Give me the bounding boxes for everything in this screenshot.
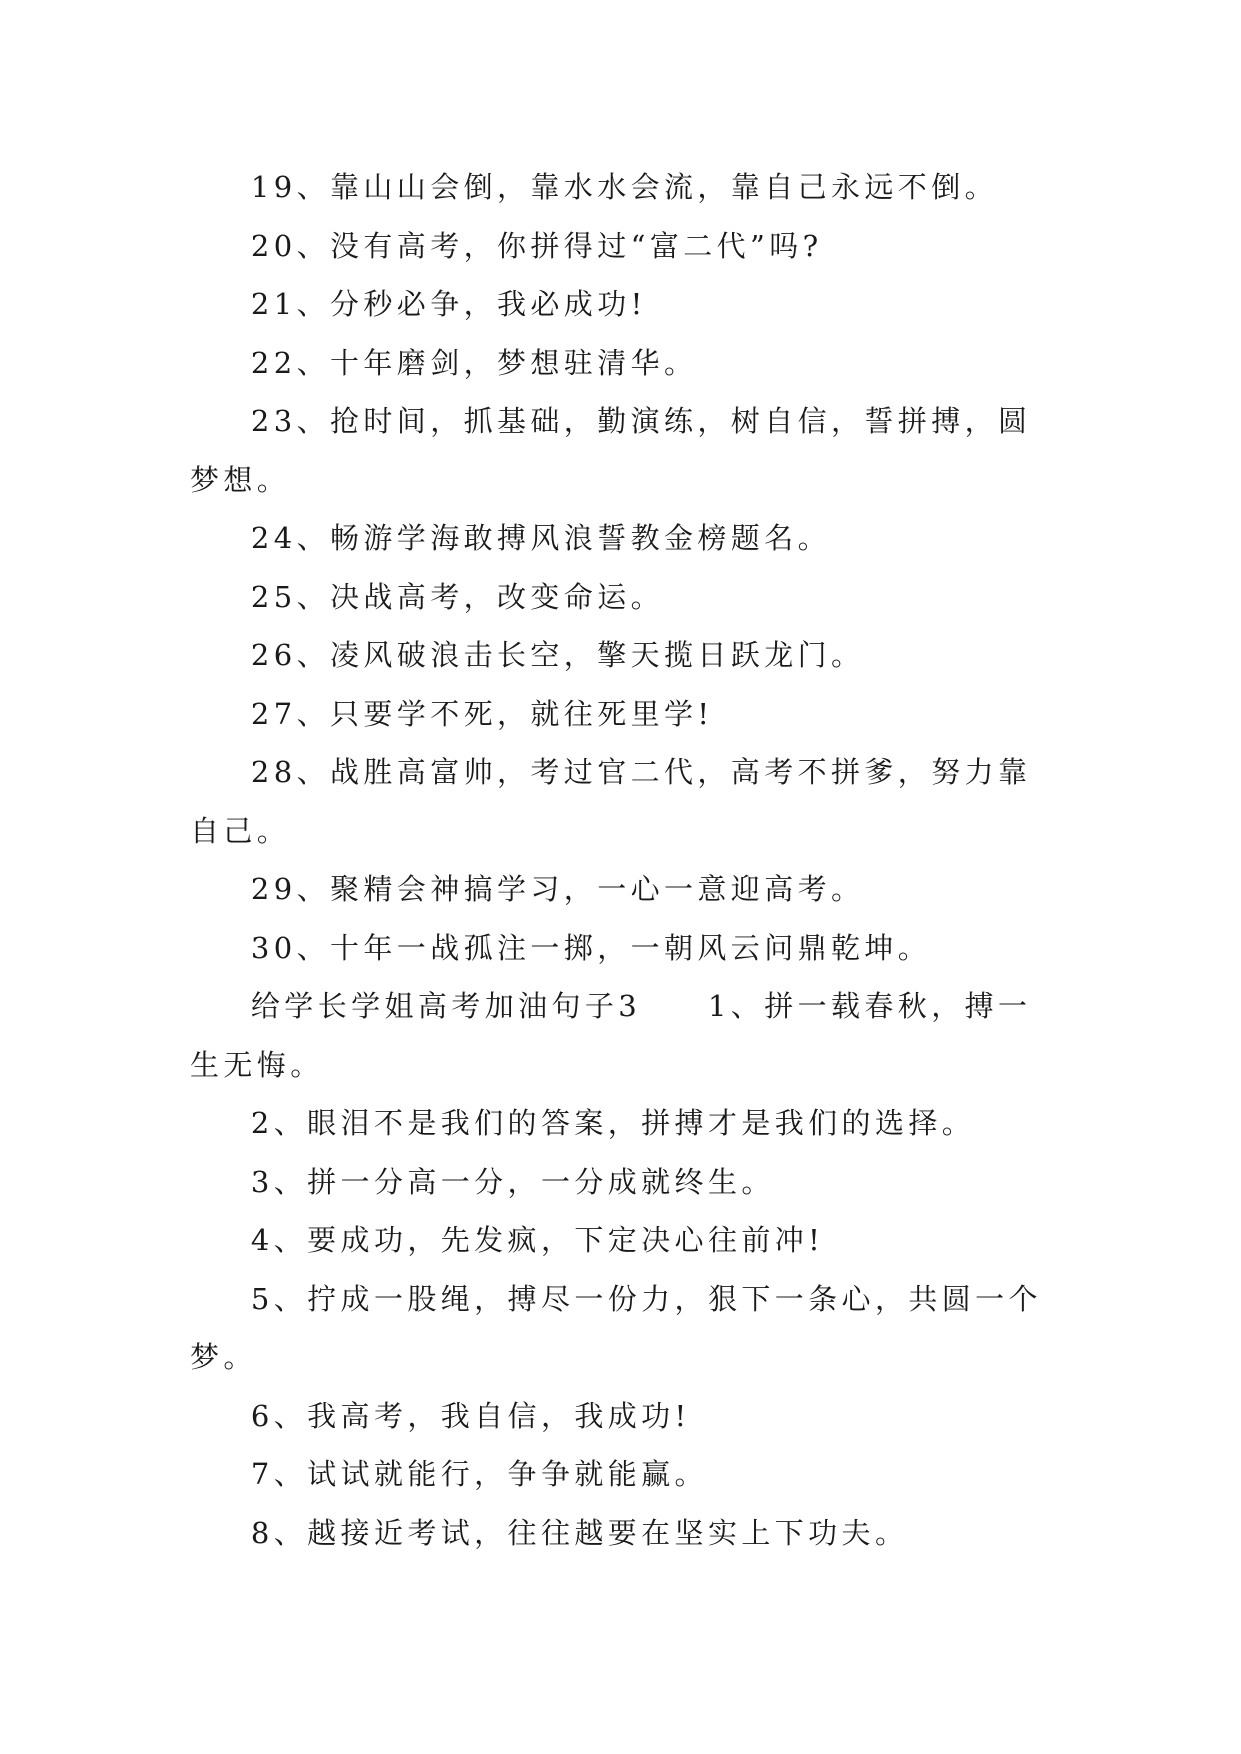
paragraph-20: 20、没有高考，你拼得过“富二代”吗? [250,228,823,263]
paragraph-8: 8、越接近考试，往往越要在坚实上下功夫。 [250,1515,909,1550]
paragraph-19: 19、靠山山会倒，靠水水会流，靠自己永远不倒。 [250,170,998,204]
paragraph-21: 21、分秒必争，我必成功! [250,287,647,321]
section-heading-paragraph-1: 给学长学姐高考加油句子3 1、拼一载春秋，搏一生无悔。 [190,989,1032,1082]
paragraph-28: 28、战胜高富帅，考过官二代，高考不拼爹，努力靠自己。 [190,755,1032,848]
document-body [190,158,1052,1562]
paragraph-25: 25、决战高考，改变命运。 [250,579,664,614]
paragraph-23: 23、抢时间，抓基础，勤演练，树自信，誓拼搏，圆梦想。 [190,404,1032,497]
paragraph-30: 30、十年一战孤注一掷，一朝风云问鼎乾坤。 [250,930,932,965]
paragraph-7: 7、试试就能行，争争就能赢。 [250,1457,708,1491]
paragraph-24: 24、畅游学海敢搏风浪誓教金榜题名。 [250,521,831,555]
paragraph-5: 5、拧成一股绳，搏尽一份力，狠下一条心，共圆一个梦。 [190,1281,1042,1374]
paragraph-27: 27、只要学不死，就往死里学! [250,696,714,731]
paragraph-2: 2、眼泪不是我们的答案，拼搏才是我们的选择。 [250,1106,976,1140]
paragraph-3: 3、拼一分高一分，一分成就终生。 [250,1164,775,1199]
paragraph-26: 26、凌风破浪击长空，擎天揽日跃龙门。 [250,638,865,672]
paragraph-29: 29、聚精会神搞学习，一心一意迎高考。 [250,872,865,906]
paragraph-4: 4、要成功，先发疯，下定决心往前冲! [250,1223,825,1257]
paragraph-6: 6、我高考，我自信，我成功! [250,1398,691,1433]
paragraph-22: 22、十年磨剑，梦想驻清华。 [250,345,698,380]
